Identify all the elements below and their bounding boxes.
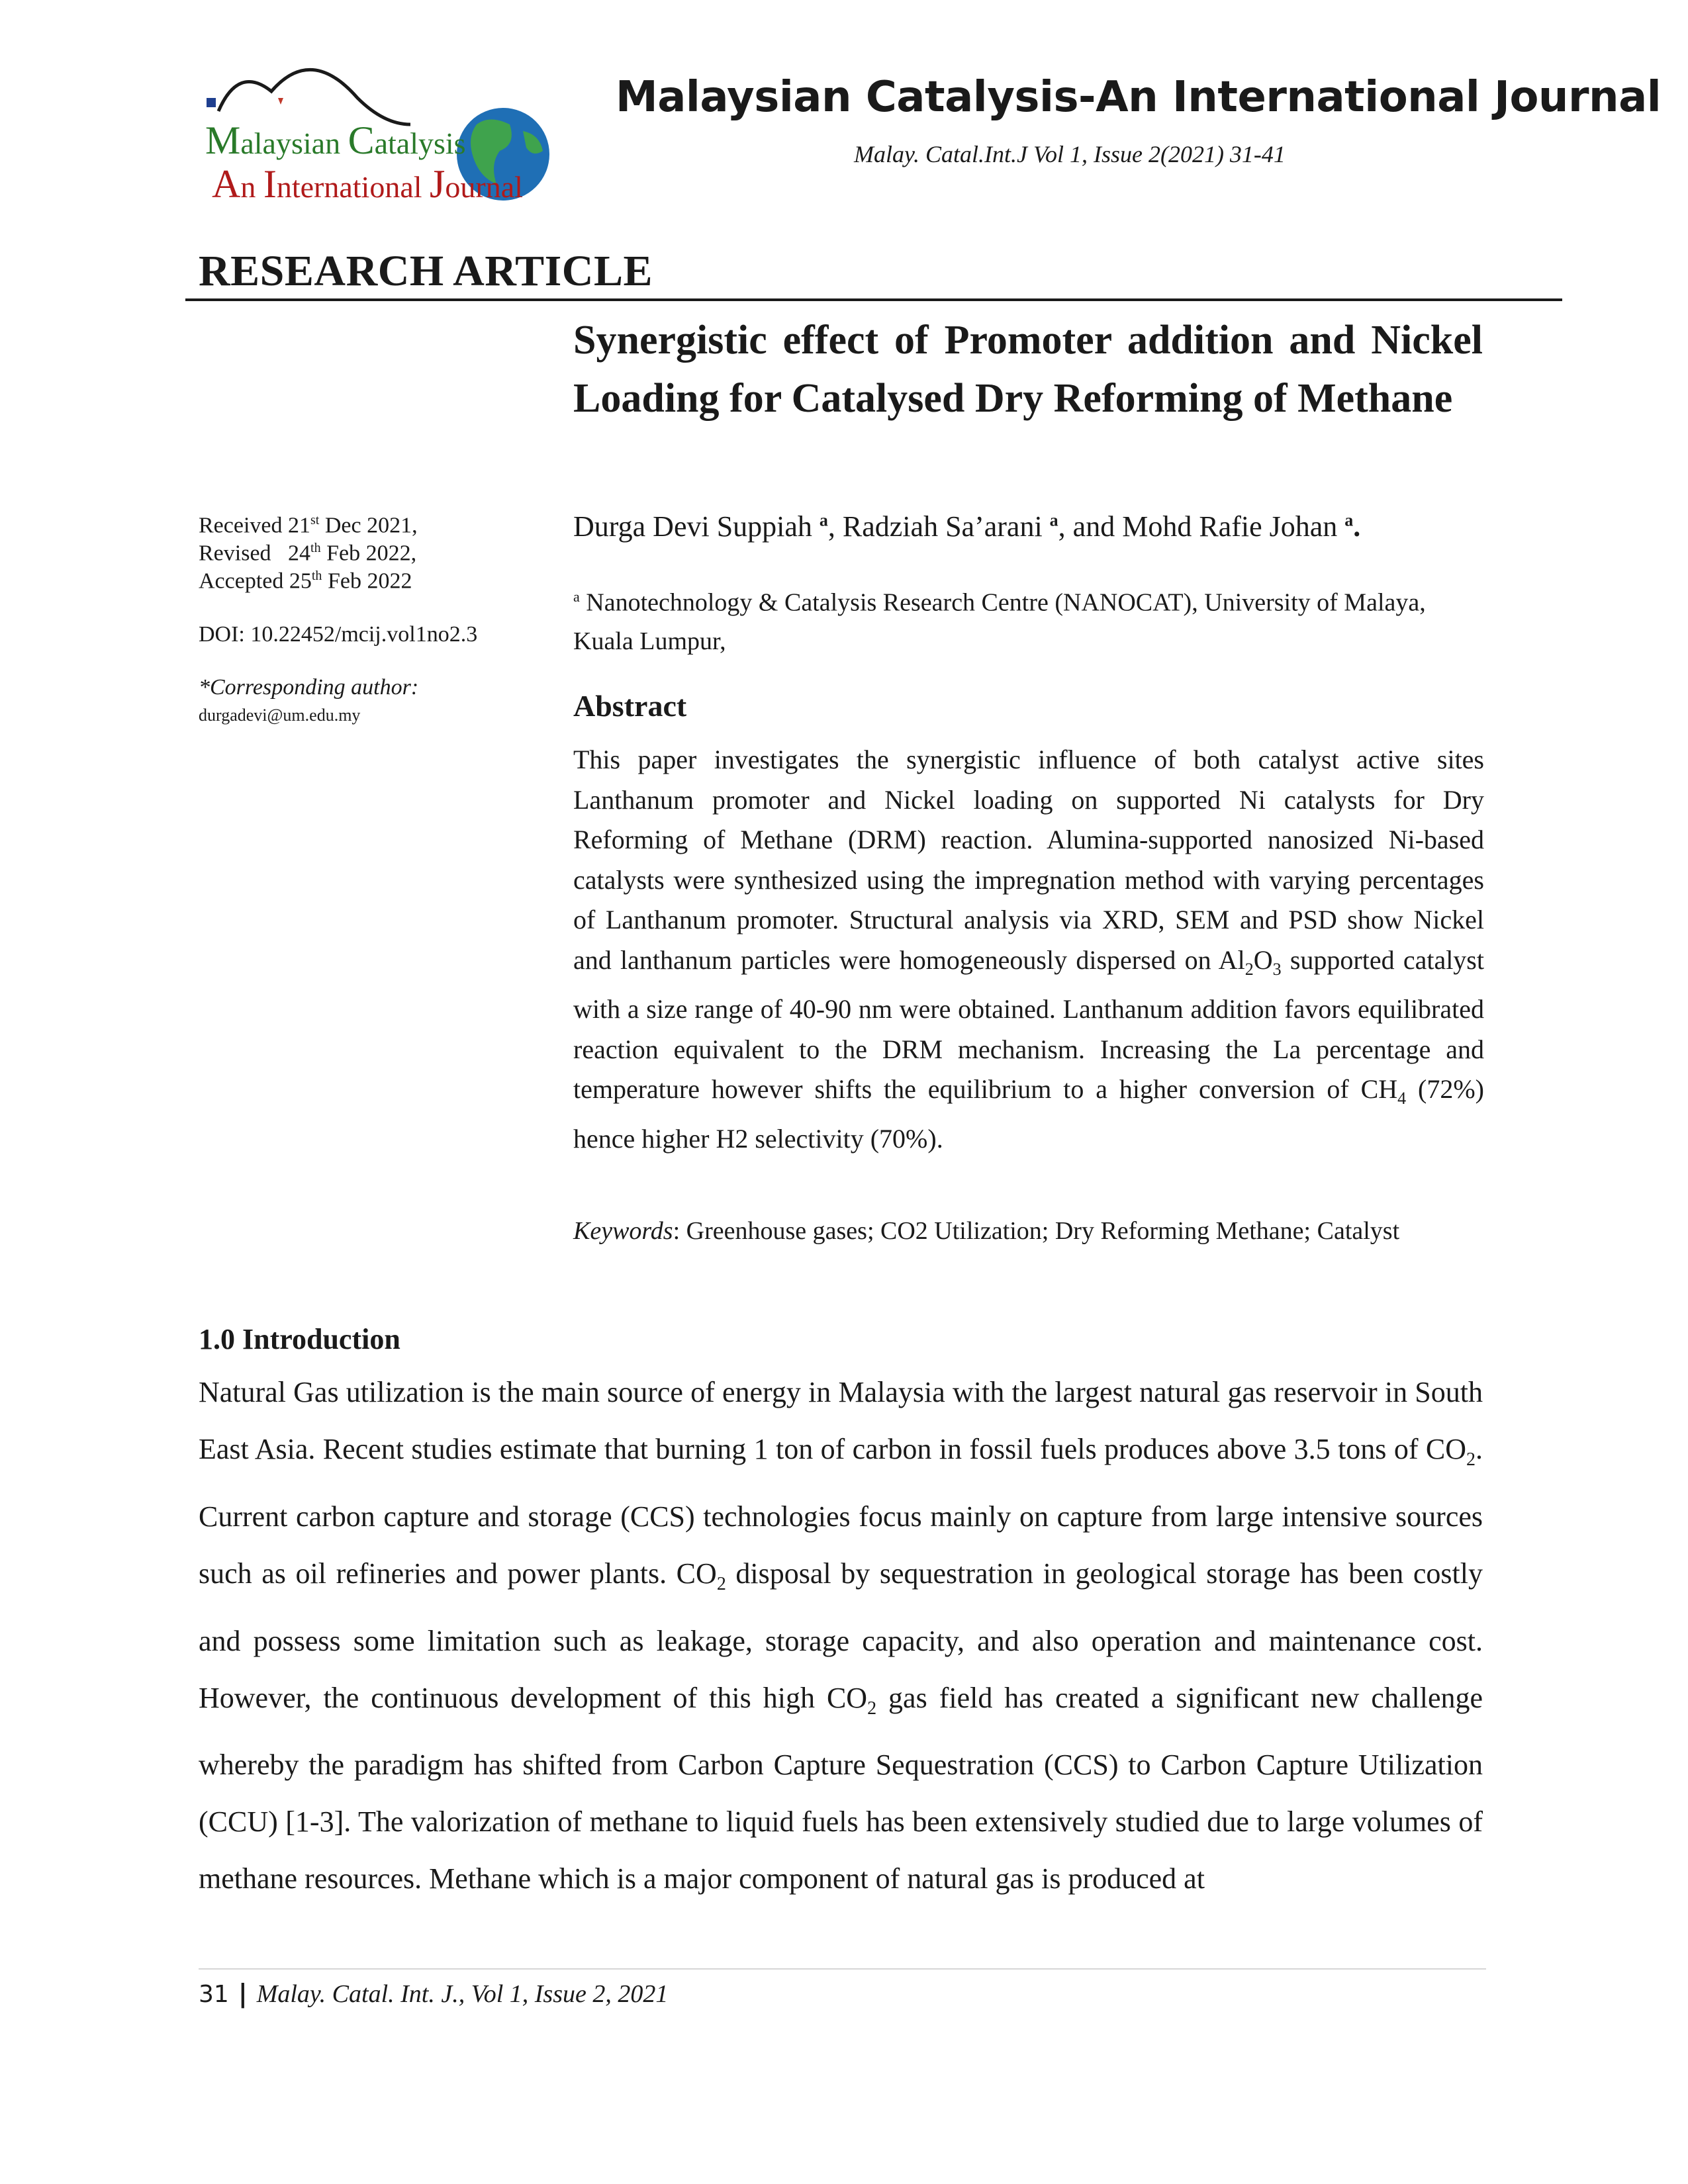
header-rule (185, 298, 1562, 301)
paper-title: Synergistic effect of Promoter addition and Nickel Loading for Catalysed Dry Reforming of Methane (573, 318, 1483, 421)
logo-marker (278, 98, 283, 105)
corresponding-author-label: *Corresponding author: (199, 675, 419, 700)
footer-separator: | (238, 1979, 248, 2008)
journal-citation: Malay. Catal.Int.J Vol 1, Issue 2(2021) 31-41 (854, 141, 1286, 167)
journal-logo (199, 52, 569, 210)
abstract-body: This paper investigates the synergistic influence of both catalyst active sites Lanthanum promoter and Nickel loading on supported Ni catalysts for Dry Reforming of Methane (DRM) reaction. Alumina-supported nanosized Ni-based catalysts were synthesized using the impregnation method with varying percentages of Lanthanum promoter. Structural analysis via XRD, SEM and PSD show Nickel and lanthanum particles were homogeneously dispersed on $Al_2O_3$ supported catalyst with a size range of 40-90 nm were obtained. Lanthanum addition favors equilibrated reaction equivalent to the DRM mechanism. Increasing the La percentage and temperature however shifts the equilibrium to a higher conversion of $CH_4$ (72%) hence higher H2 selectivity (70%). (573, 745, 1484, 1154)
logo-text-line1: Malaysian Catalysis (205, 118, 466, 162)
corresponding-email[interactable]: durgadevi@um.edu.my (199, 705, 361, 725)
revised-date: Revised 24th Feb 2022, (199, 541, 417, 566)
author-list: Durga Devi Suppiah $^a$, Radziah Sa’arani $^a$, and Mohd Rafie Johan $^a$. (573, 510, 1361, 543)
doi[interactable]: DOI: 10.22452/mcij.vol1no2.3 (199, 622, 478, 647)
footer-citation: Malay. Catal. Int. J., Vol 1, Issue 2, 2021 (256, 1980, 669, 2008)
author-name: Mohd Rafie Johan (1122, 510, 1345, 543)
article-type: RESEARCH ARTICLE (199, 247, 653, 295)
page-footer (199, 1979, 668, 2009)
affiliation: $^a$ Nanotechnology & Catalysis Research Centre (NANOCAT), University of Malaya, Kuala Lumpur, (573, 588, 1426, 655)
author-affil-mark: a (819, 510, 828, 530)
accepted-date: Accepted 25th Feb 2022 (199, 569, 412, 594)
author-name: Radziah Sa’arani (842, 510, 1050, 543)
journal-title: Malaysian Catalysis-An International Journal (616, 73, 1662, 122)
page-number: 31 (199, 1981, 229, 2008)
logo-arc (218, 69, 410, 124)
footer-rule (199, 1968, 1486, 1970)
logo-text-line2: An International Journal (212, 162, 523, 206)
abstract-heading: Abstract (573, 689, 687, 723)
section-heading-introduction: 1.0 Introduction (199, 1323, 400, 1355)
author-affil-mark: a (1049, 510, 1058, 530)
received-date: Received 21st Dec 2021, (199, 513, 418, 538)
keywords: Keywords: Greenhouse gases; CO2 Utilization; Dry Reforming Methane; Catalyst (573, 1217, 1400, 1245)
introduction-paragraph: Natural Gas utilization is the main source of energy in Malaysia with the largest natural gas reservoir in South East Asia. Recent studies estimate that burning 1 ton of carbon in fossil fuels produces above 3.5 tons of $CO_2$. Current carbon capture and storage (CCS) technologies focus mainly on capture from large intensive sources such as oil refineries and power plants. $CO_2$ disposal by sequestration in geological storage has been costly and possess some limitation such as leakage, storage capacity, and also operation and maintenance cost. However, the continuous development of this high $CO_2$ gas field has created a significant new challenge whereby the paradigm has shifted from Carbon Capture Sequestration (CCS) to Carbon Capture Utilization (CCU) [1-3]. The valorization of methane to liquid fuels has been extensively studied due to large volumes of methane resources. Methane which is a major component of natural gas is produced at (199, 1376, 1483, 1895)
author-affil-mark: a (1344, 510, 1354, 530)
author-name: Durga Devi Suppiah (573, 510, 820, 543)
logo-square (207, 98, 216, 107)
